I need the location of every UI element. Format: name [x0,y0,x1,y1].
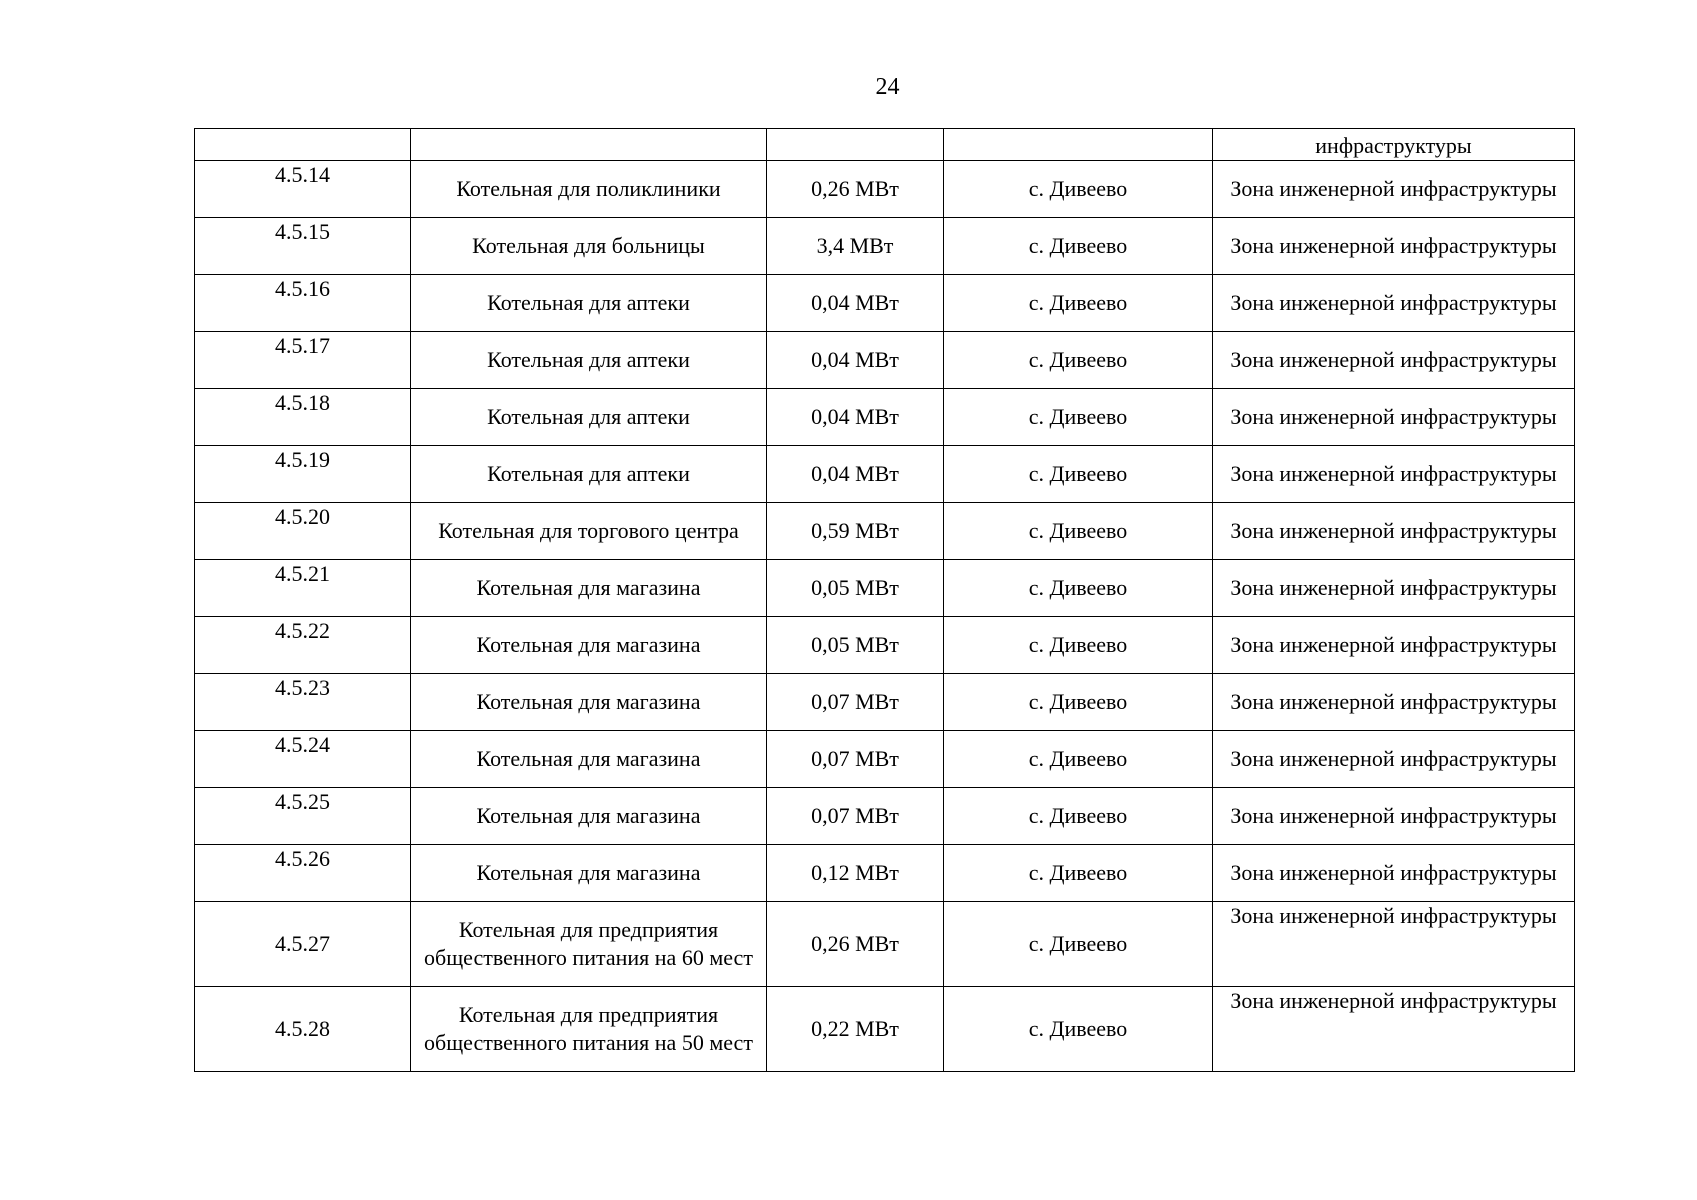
name-cell: Котельная для магазина [411,788,767,845]
power-cell: 0,04 МВт [767,332,944,389]
name-cell: Котельная для магазина [411,617,767,674]
zone-cell: Зона инженерной инфраструктуры [1213,617,1575,674]
table-row [195,389,1575,446]
place-cell: с. Дивеево [944,731,1213,788]
zone-cell: Зона инженерной инфраструктуры [1213,389,1575,446]
name-cell [411,129,767,161]
zone-cell: Зона инженерной инфраструктуры [1213,275,1575,332]
power-cell: 0,04 МВт [767,446,944,503]
table-row [195,503,1575,560]
zone-cell: Зона инженерной инфраструктуры [1213,731,1575,788]
place-cell: с. Дивеево [944,845,1213,902]
name-cell: Котельная для больницы [411,218,767,275]
num-cell [195,129,411,161]
power-cell: 0,07 МВт [767,674,944,731]
num-cell: 4.5.27 [195,902,411,987]
table-row [195,275,1575,332]
name-cell: Котельная для аптеки [411,389,767,446]
table-row-continuation [195,129,1575,161]
num-cell: 4.5.22 [195,617,411,674]
zone-cell: Зона инженерной инфраструктуры [1213,788,1575,845]
name-cell: Котельная для магазина [411,674,767,731]
place-cell: с. Дивеево [944,332,1213,389]
table-row [195,446,1575,503]
table-body [195,129,1575,1072]
place-cell: с. Дивеево [944,218,1213,275]
place-cell: с. Дивеево [944,788,1213,845]
num-cell: 4.5.14 [195,161,411,218]
place-cell: с. Дивеево [944,389,1213,446]
zone-cell: Зона инженерной инфраструктуры [1213,332,1575,389]
place-cell: с. Дивеево [944,902,1213,987]
place-cell [944,129,1213,161]
name-cell: Котельная для аптеки [411,332,767,389]
num-cell: 4.5.19 [195,446,411,503]
zone-cell: Зона инженерной инфраструктуры [1213,845,1575,902]
table-row [195,617,1575,674]
table-row [195,788,1575,845]
zone-cell: Зона инженерной инфраструктуры [1213,902,1575,987]
place-cell: с. Дивеево [944,503,1213,560]
power-cell: 0,26 МВт [767,902,944,987]
name-cell: Котельная для предприятия общественного питания на 60 мест [411,902,767,987]
num-cell: 4.5.18 [195,389,411,446]
zone-cell: Зона инженерной инфраструктуры [1213,446,1575,503]
num-cell: 4.5.24 [195,731,411,788]
power-cell: 0,04 МВт [767,389,944,446]
name-cell: Котельная для поликлиники [411,161,767,218]
place-cell: с. Дивеево [944,674,1213,731]
power-cell: 0,07 МВт [767,788,944,845]
power-cell: 0,07 МВт [767,731,944,788]
table-row [195,987,1575,1072]
place-cell: с. Дивеево [944,987,1213,1072]
power-cell: 0,59 МВт [767,503,944,560]
num-cell: 4.5.23 [195,674,411,731]
place-cell: с. Дивеево [944,161,1213,218]
num-cell: 4.5.17 [195,332,411,389]
table-row [195,218,1575,275]
name-cell: Котельная для предприятия общественного питания на 50 мест [411,987,767,1072]
power-cell: 0,05 МВт [767,617,944,674]
table-row [195,560,1575,617]
name-cell: Котельная для магазина [411,845,767,902]
zone-cell: Зона инженерной инфраструктуры [1213,218,1575,275]
place-cell: с. Дивеево [944,275,1213,332]
facilities-table [194,128,1575,1072]
page-number: 24 [875,74,900,100]
num-cell: 4.5.20 [195,503,411,560]
name-cell: Котельная для торгового центра [411,503,767,560]
num-cell: 4.5.26 [195,845,411,902]
table-row [195,332,1575,389]
num-cell: 4.5.25 [195,788,411,845]
place-cell: с. Дивеево [944,446,1213,503]
power-cell [767,129,944,161]
num-cell: 4.5.15 [195,218,411,275]
num-cell: 4.5.21 [195,560,411,617]
num-cell: 4.5.28 [195,987,411,1072]
place-cell: с. Дивеево [944,617,1213,674]
power-cell: 3,4 МВт [767,218,944,275]
table-row [195,902,1575,987]
zone-cell: Зона инженерной инфраструктуры [1213,503,1575,560]
table-row [195,674,1575,731]
table-row [195,845,1575,902]
name-cell: Котельная для магазина [411,560,767,617]
zone-cell: Зона инженерной инфраструктуры [1213,674,1575,731]
zone-cell: Зона инженерной инфраструктуры [1213,987,1575,1072]
zone-cell: инфраструктуры [1213,129,1575,161]
table-row [195,731,1575,788]
zone-cell: Зона инженерной инфраструктуры [1213,161,1575,218]
name-cell: Котельная для магазина [411,731,767,788]
power-cell: 0,04 МВт [767,275,944,332]
power-cell: 0,22 МВт [767,987,944,1072]
table-row [195,161,1575,218]
power-cell: 0,05 МВт [767,560,944,617]
num-cell: 4.5.16 [195,275,411,332]
name-cell: Котельная для аптеки [411,275,767,332]
name-cell: Котельная для аптеки [411,446,767,503]
power-cell: 0,26 МВт [767,161,944,218]
power-cell: 0,12 МВт [767,845,944,902]
zone-cell: Зона инженерной инфраструктуры [1213,560,1575,617]
place-cell: с. Дивеево [944,560,1213,617]
